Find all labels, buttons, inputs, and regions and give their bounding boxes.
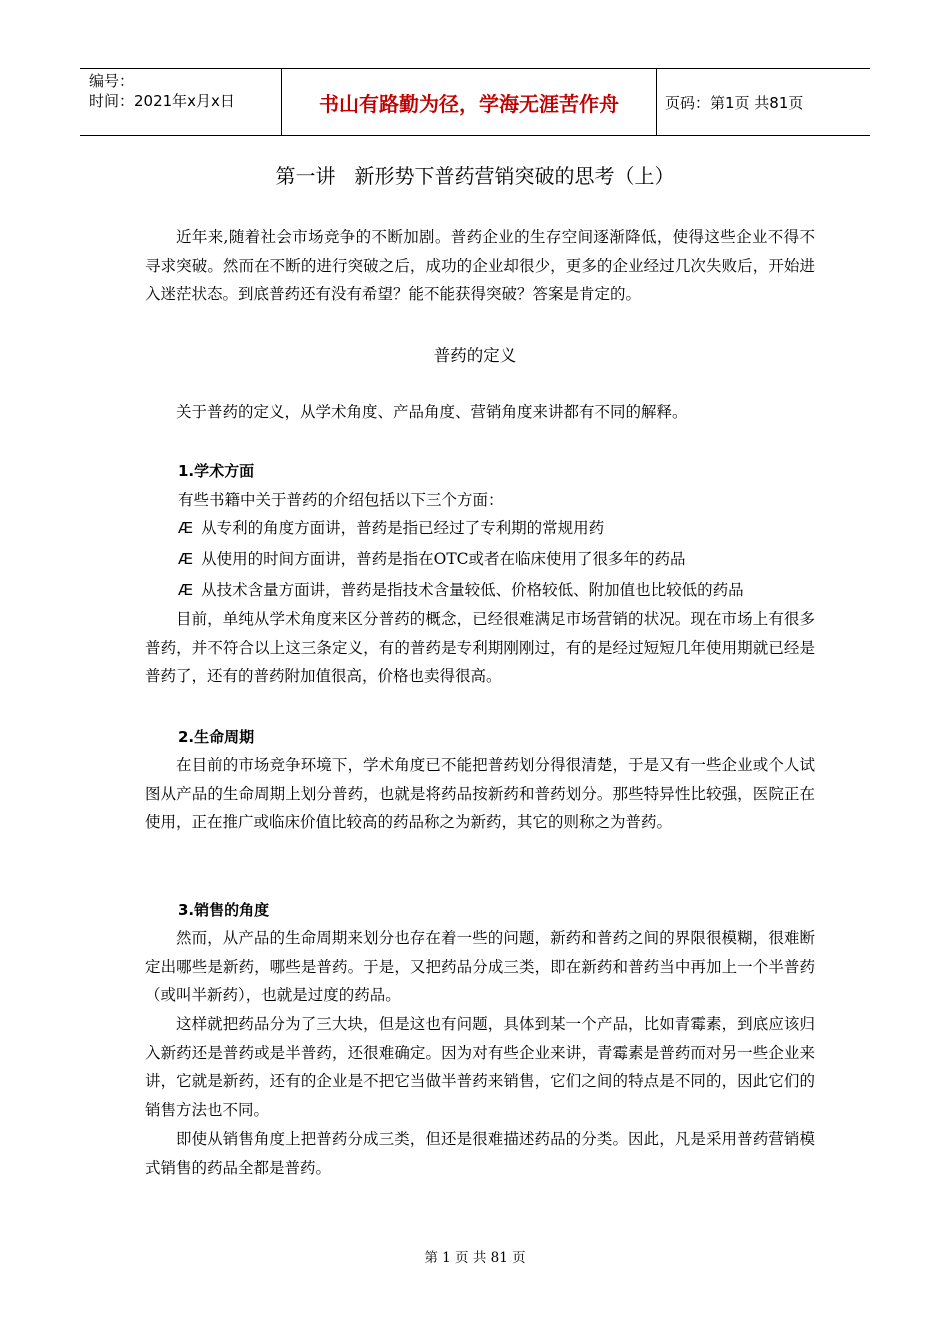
bullet-mark: Æ (178, 581, 194, 599)
bullet-item (178, 516, 604, 538)
document-date: 时间：2021年x月x日 (89, 92, 235, 110)
header-page-info: 页码：第1页 共81页 (665, 93, 804, 112)
bullet-text: 从使用的时间方面讲，普药是指在OTC或者在临床使用了很多年的药品 (201, 550, 686, 568)
bullet-mark: Æ (178, 519, 194, 537)
definition-intro: 关于普药的定义，从学术角度、产品角度、营销角度来讲都有不同的解释。 (176, 403, 688, 421)
bullet-text: 从技术含量方面讲，普药是指技术含量较低、价格较低、附加值也比较低的药品 (201, 581, 744, 599)
sales-paragraph-3: 即使从销售角度上把普药分成三类，但还是很难描述药品的分类。因此，凡是采用普药营销模式销售的药品全都是普药。 (145, 1130, 815, 1177)
intro-paragraph: 近年来,随着社会市场竞争的不断加剧。普药企业的生存空间逐渐降低，使得这些企业不得不寻求突破。然而在不断的进行突破之后，成功的企业却很少，更多的企业经过几次失败后，开始进入迷茫状态。到底普药还有没有希望？能不能获得突破？答案是肯定的。 (145, 228, 815, 304)
bullet-text: 从专利的角度方面讲，普药是指已经过了专利期的常规用药 (201, 519, 605, 537)
lifecycle-paragraph: 在目前的市场竞争环境下，学术角度已不能把普药划分得很清楚，于是又有一些企业或个人试图从产品的生命周期上划分普药，也就是将药品按新药和普药划分。那些特异性比较强，医院正在使用，正在推广或临床价值比较高的药品称之为新药，其它的则称之为普药。 (145, 756, 815, 832)
page-title: 第一讲 新形势下普药营销突破的思考（上） (275, 164, 675, 188)
bullet-mark: Æ (178, 550, 194, 568)
header-motto: 书山有路勤为径，学海无涯苦作舟 (281, 69, 657, 135)
document-number-label: 编号： (89, 72, 135, 90)
subsection-heading-sales: 3.销售的角度 (178, 901, 270, 919)
academic-paragraph: 目前，单纯从学术角度来区分普药的概念，已经很难满足市场营销的状况。现在市场上有很多普药，并不符合以上这三条定义，有的普药是专利期刚刚过，有的是经过短短几年使用期就已经是普药了，还有的普药附加值很高，价格也卖得很高。 (145, 610, 815, 686)
academic-lead: 有些书籍中关于普药的介绍包括以下三个方面： (178, 491, 504, 509)
subsection-heading-lifecycle: 2.生命周期 (178, 728, 255, 746)
section-heading: 普药的定义 (433, 346, 517, 365)
document-header (80, 68, 870, 136)
bullet-item (178, 578, 744, 600)
header-meta (80, 69, 281, 135)
page-footer: 第 1 页 共 81 页 (424, 1250, 526, 1266)
bullet-item (178, 547, 686, 569)
sales-paragraph-1: 然而，从产品的生命周期来划分也存在着一些的问题，新药和普药之间的界限很模糊，很难断定出哪些是新药，哪些是普药。于是，又把药品分成三类，即在新药和普药当中再加上一个半普药（或叫半新药），也就是过度的药品。 (145, 929, 815, 1005)
sales-paragraph-2: 这样就把药品分为了三大块，但是这也有问题，具体到某一个产品，比如青霉素，到底应该归入新药还是普药或是半普药，还很难确定。因为对有些企业来讲，青霉素是普药而对另一些企业来讲，它就是新药，还有的企业是不把它当做半普药来销售，它们之间的特点是不同的，因此它们的销售方法也不同。 (145, 1015, 815, 1119)
subsection-heading-academic: 1.学术方面 (178, 462, 255, 480)
